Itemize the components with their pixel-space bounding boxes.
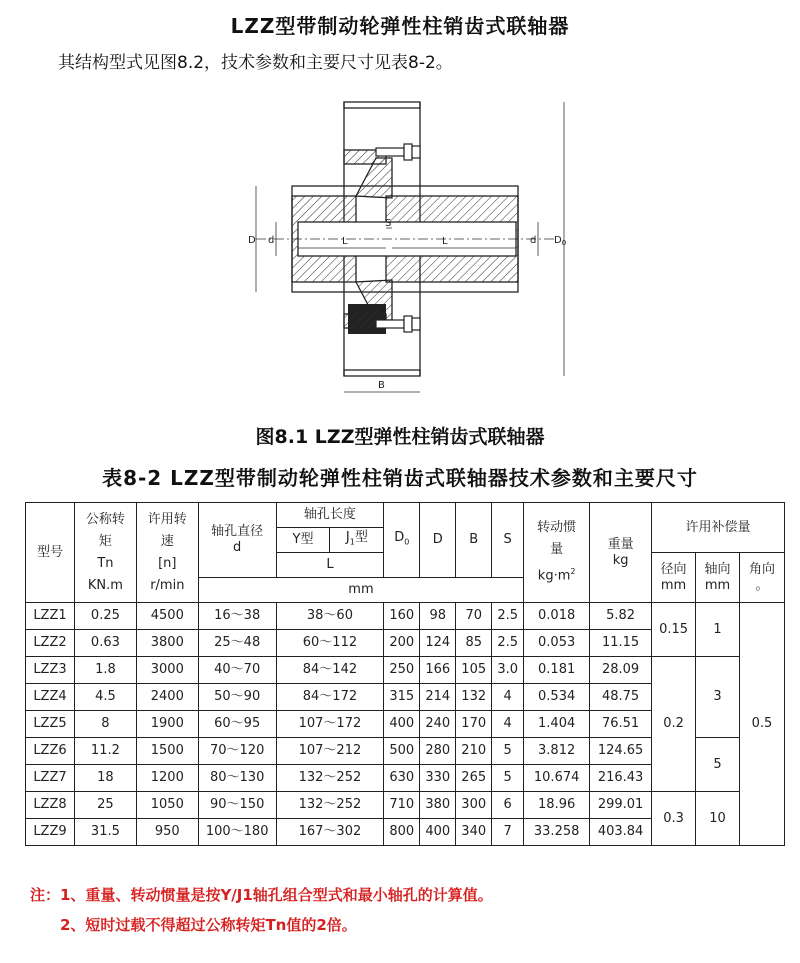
- header-weight: 重量 kg: [590, 503, 652, 603]
- header-mm-unit: mm: [198, 578, 523, 603]
- note-1: 注：1、重量、转动惯量是按Y/J1轴孔组合型式和最小轴孔的计算值。: [30, 886, 493, 904]
- figure-caption: 图8.1 LZZ型弹性柱销齿式联轴器: [255, 426, 545, 448]
- header-angular: 角向 。: [739, 553, 784, 603]
- radial-value: 0.2: [652, 657, 696, 792]
- radial-value: 0.3: [652, 792, 696, 846]
- dim-label-d-right: d: [530, 235, 537, 246]
- table-row: LZZ1 0.25 4500 16～38 38～60 160 98 70 2.5 0.018 5.82 0.15 1 0.5: [26, 603, 785, 630]
- axial-value: 1: [696, 603, 740, 657]
- dim-label-L-right: L: [442, 236, 448, 247]
- dim-label-d-left: d: [268, 235, 275, 246]
- table-row: LZZ9 31.5 950 100～180 167～302 800 400 340 7 33.258 403.84: [26, 819, 785, 846]
- header-B: B: [456, 503, 492, 578]
- elastic-pin-block: [348, 304, 386, 334]
- intro-text: 其结构型式见图8.2，技术参数和主要尺寸见表8-2。: [58, 53, 453, 73]
- spec-table: [25, 502, 785, 846]
- header-length: 轴孔长度: [276, 503, 384, 528]
- table-row: LZZ4 4.5 2400 50～90 84～172 315 214 132 4 0.534 48.75: [26, 684, 785, 711]
- header-torque: 公称转 矩 Tn KN.m: [74, 503, 136, 603]
- header-bore: 轴孔直径 d: [198, 503, 276, 578]
- note-2: 2、短时过载不得超过公称转矩Tn值的2倍。: [60, 916, 357, 934]
- header-D: D: [420, 503, 456, 578]
- header-L: L: [276, 553, 384, 578]
- header-j1-type: $J_1$型: [330, 528, 384, 553]
- header-S: S: [492, 503, 524, 578]
- header-inertia: 转动惯 量 $kg\cdot m^2$: [524, 503, 590, 603]
- axial-value: 3: [696, 657, 740, 738]
- dim-label-L-left: L: [342, 236, 348, 247]
- table-row: LZZ6 11.2 1500 70～120 107～212 500 280 210 5 3.812 124.65 5: [26, 738, 785, 765]
- header-D0: $D_0$: [384, 503, 420, 578]
- coupling-drawing: [226, 88, 586, 410]
- dim-label-D0: $D_0$: [554, 235, 567, 247]
- table-row: LZZ3 1.8 3000 40～70 84～142 250 166 105 3.0 0.181 28.09 0.2 3: [26, 657, 785, 684]
- header-axial: 轴向 mm: [696, 553, 740, 603]
- dim-label-B: B: [378, 380, 385, 391]
- table-row: LZZ2 0.63 3800 25～48 60～112 200 124 85 2.5 0.053 11.15: [26, 630, 785, 657]
- radial-value: 0.15: [652, 603, 696, 657]
- table-title: 表8-2 LZZ型带制动轮弹性柱销齿式联轴器技术参数和主要尺寸: [102, 466, 698, 490]
- dim-label-D: D: [248, 235, 256, 246]
- header-radial: 径向 mm: [652, 553, 696, 603]
- table-row: LZZ8 25 1050 90～150 132～252 710 380 300 6 18.96 299.01 0.3 10: [26, 792, 785, 819]
- notes: [30, 880, 493, 940]
- dim-label-S: S: [385, 218, 392, 229]
- table-row: LZZ7 18 1200 80～130 132～252 630 330 265 5 10.674 216.43: [26, 765, 785, 792]
- header-compensation: 许用补偿量: [652, 503, 785, 553]
- header-y-type: Y型: [276, 528, 330, 553]
- axial-value: 10: [696, 792, 740, 846]
- axial-value: 5: [696, 738, 740, 792]
- angular-value: 0.5: [739, 603, 784, 846]
- page-title: LZZ型带制动轮弹性柱销齿式联轴器: [230, 14, 570, 38]
- table-row: LZZ5 8 1900 60～95 107～172 400 240 170 4 1.404 76.51: [26, 711, 785, 738]
- header-speed: 许用转 速 [n] r/min: [136, 503, 198, 603]
- header-model: 型号: [26, 503, 75, 603]
